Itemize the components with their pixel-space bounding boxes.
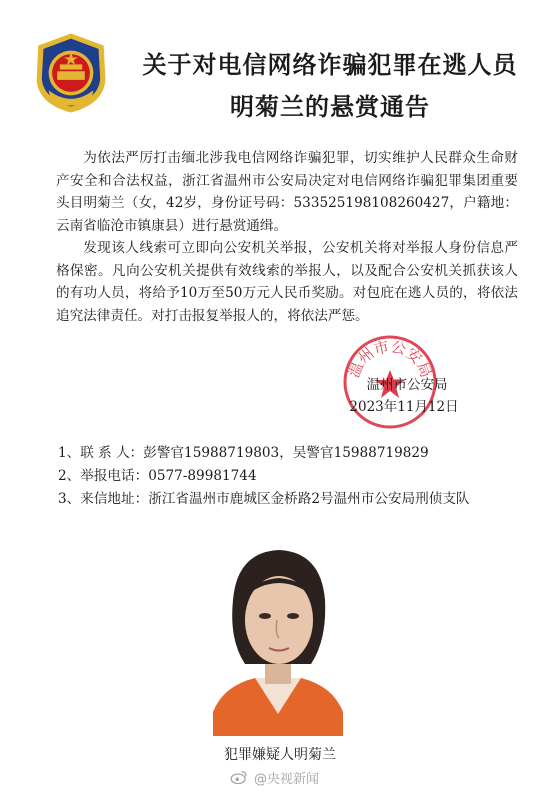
title-line-1: 关于对电信网络诈骗犯罪在逃人员 (142, 50, 518, 79)
contact-list (58, 442, 508, 511)
police-emblem-icon (28, 30, 114, 116)
issue-date: 2023年11月12日 (349, 399, 459, 415)
report-phone-row (58, 465, 508, 488)
notice-body (56, 147, 518, 327)
contact-number: 2、 (58, 468, 81, 484)
contact-person-row (58, 442, 508, 465)
contact-number: 3、 (58, 491, 81, 507)
watermark-text: @央视新闻 (254, 771, 320, 787)
notice-title (120, 44, 540, 128)
contact-value: 浙江省温州市鹿城区金桥路2号温州市公安局刑侦支队 (148, 491, 470, 507)
paragraph-2: 发现该人线索可立即向公安机关举报，公安机关将对举报人身份信息严格保密。凡向公安机关提供有效线索的举报人，以及配合公安机关抓获该人的有功人员，将给予10万至50万元人民币奖励。对包庇在逃人员的，将依法追究法律责任。对打击报复举报人的，将依法严惩。 (56, 240, 518, 324)
contact-number: 1、 (58, 445, 81, 461)
contact-value: 彭警官15988719803，吴警官15988719829 (143, 445, 429, 461)
mail-address-row (58, 488, 508, 511)
contact-label: 联 系 人： (80, 445, 144, 461)
suspect-portrait-image (193, 536, 363, 736)
contact-value: 0577-89981744 (148, 468, 257, 484)
contact-label: 来信地址： (80, 491, 149, 507)
svg-text:温州市公安局: 温州市公安局 (344, 337, 436, 381)
weibo-icon (230, 770, 248, 784)
paragraph-1: 为依法严厉打击缅北涉我电信网络诈骗犯罪，切实维护人民群众生命财产安全和合法权益，浙江省温州市公安局决定对电信网络诈骗犯罪集团重要头目明菊兰（女，42岁，身份证号码：533525198108260427，户籍地：云南省临沧市镇康县）进行悬赏通缉。 (56, 150, 518, 234)
photo-caption: 犯罪嫌疑人明菊兰 (224, 747, 336, 763)
title-line-2: 明菊兰的悬赏通告 (230, 92, 430, 121)
source-watermark (230, 766, 350, 788)
issuer-name: 温州市公安局 (366, 377, 448, 393)
contact-label: 举报电话： (80, 468, 149, 484)
suspect-photo (193, 536, 363, 736)
